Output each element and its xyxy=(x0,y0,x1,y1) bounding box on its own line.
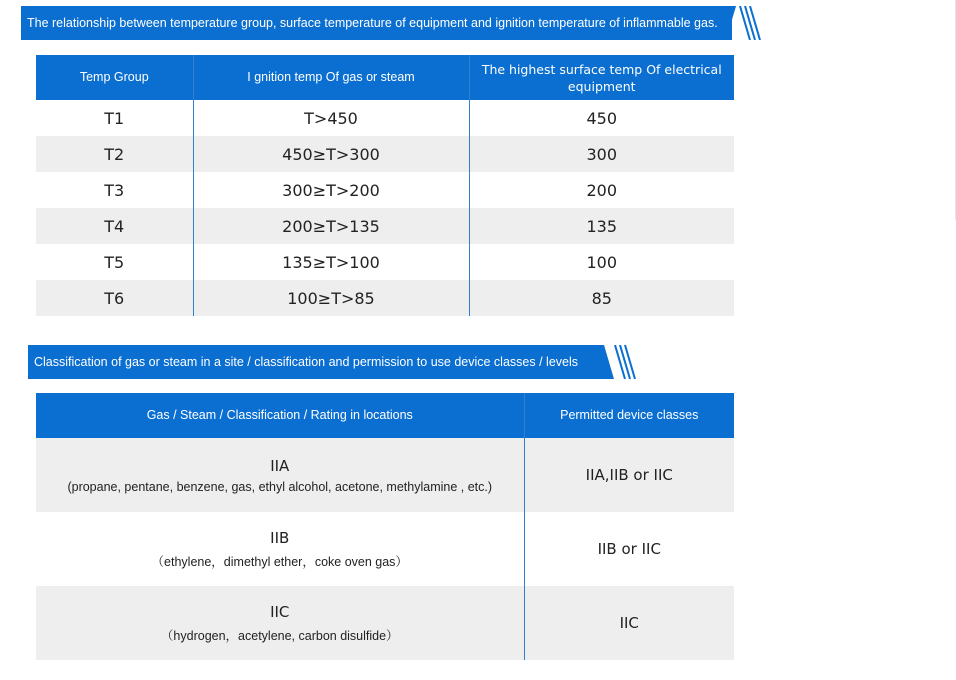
gas-class-label: IIA xyxy=(270,456,290,475)
temperature-group-table xyxy=(36,55,734,316)
gas-class-label: IIB xyxy=(270,528,290,547)
temp-group-cell: T2 xyxy=(36,136,193,172)
gas-examples: （hydrogen，acetylene, carbon disulfide） xyxy=(160,628,399,643)
header-permitted-classes: Permitted device classes xyxy=(524,393,734,438)
ignition-temp-cell: 300≥T>200 xyxy=(193,172,469,208)
temp-group-cell: T3 xyxy=(104,180,125,200)
surface-temp-cell: 135 xyxy=(469,208,734,244)
diagonal-stripes-icon xyxy=(602,345,638,379)
location-cell xyxy=(36,512,524,586)
table-row xyxy=(36,586,734,660)
temp-group-cell: T6 xyxy=(36,280,193,316)
location-cell xyxy=(36,438,524,512)
table-row xyxy=(36,244,734,280)
gas-examples: (propane, pentane, benzene, gas, ethyl alcohol, acetone, methylamine , etc.) xyxy=(67,479,493,494)
table-row xyxy=(36,100,734,136)
banner-title: The relationship between temperature group, surface temperature of equipment and ignition temperature of inflammable gas. xyxy=(21,6,732,40)
header-temp-group: Temp Group xyxy=(36,55,193,100)
header-ignition-temp: I gnition temp Of gas or steam xyxy=(193,55,469,100)
permitted-classes-cell: IIA,IIB or IIC xyxy=(524,438,734,512)
permitted-classes-cell: IIC xyxy=(524,586,734,660)
ignition-temp-cell: T>450 xyxy=(193,100,469,136)
gas-examples: （ethylene，dimethyl ether，coke oven gas） xyxy=(151,554,408,569)
surface-temp-cell: 300 xyxy=(469,136,734,172)
surface-temp-cell: 85 xyxy=(469,280,734,316)
surface-temp-cell: 100 xyxy=(469,244,734,280)
temp-group-cell: T4 xyxy=(36,208,193,244)
gas-class-label: IIC xyxy=(270,602,290,621)
table-row xyxy=(36,438,734,512)
ignition-temp-cell: 200≥T>135 xyxy=(193,208,469,244)
banner-gas-classification xyxy=(28,345,638,379)
header-surface-temp: The highest surface temp Of electrical equipment xyxy=(469,55,734,100)
temp-group-cell: T1 xyxy=(104,108,125,128)
banner-temperature-relationship xyxy=(21,6,761,40)
location-cell xyxy=(36,586,524,660)
gas-classification-table xyxy=(36,393,734,660)
surface-temp-cell: 200 xyxy=(469,172,734,208)
ignition-temp-cell: 135≥T>100 xyxy=(193,244,469,280)
table-row xyxy=(36,208,734,244)
table-row xyxy=(36,512,734,586)
table-row xyxy=(36,136,734,172)
table-header-row xyxy=(36,55,734,100)
banner-title: Classification of gas or steam in a site / classification and permission to use device classes / levels xyxy=(28,345,602,379)
surface-temp-cell: 450 xyxy=(469,100,734,136)
temp-group-cell: T5 xyxy=(104,252,125,272)
table-row xyxy=(36,172,734,208)
header-location-rating: Gas / Steam / Classification / Rating in locations xyxy=(36,393,524,438)
ignition-temp-cell: 450≥T>300 xyxy=(193,136,469,172)
ignition-temp-cell: 100≥T>85 xyxy=(193,280,469,316)
permitted-classes-cell: IIB or IIC xyxy=(524,512,734,586)
table-header-row xyxy=(36,393,734,438)
table-row xyxy=(36,280,734,316)
diagonal-stripes-icon xyxy=(726,6,761,40)
